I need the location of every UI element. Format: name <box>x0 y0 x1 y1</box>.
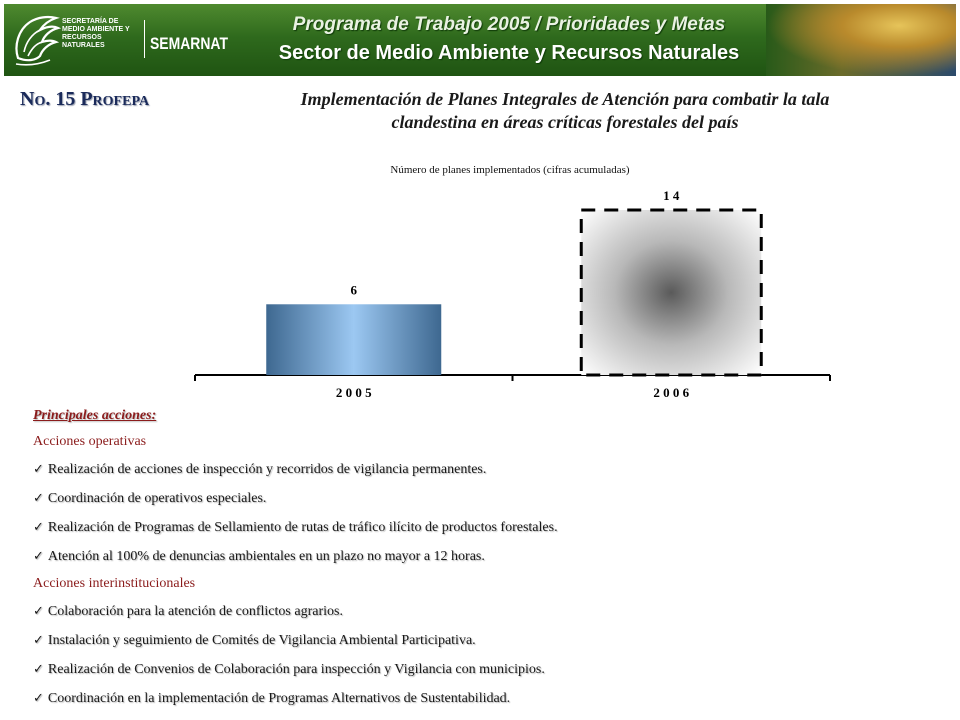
checkmark-icon: ✓ <box>33 690 44 705</box>
action-item <box>33 490 933 512</box>
action-item <box>33 603 933 625</box>
action-text: Coordinación en la implementación de Programas Alternativos de Sustentabilidad. <box>47 691 511 706</box>
checkmark-icon: ✓ <box>33 632 44 647</box>
chart-title: Número de planes implementados (cifras acumuladas) <box>390 164 630 176</box>
bar-chart <box>190 180 840 405</box>
x-tick-label-0: 2 0 0 5 <box>335 385 372 400</box>
action-text: Instalación y seguimiento de Comités de Vigilancia Ambiental Participativa. <box>47 633 476 648</box>
target-bar-fill <box>581 210 761 375</box>
group-heading-operativas: Acciones operativas <box>33 434 147 449</box>
action-text: Realización de Convenios de Colaboración para inspección y Vigilancia con municipios. <box>47 662 545 677</box>
data-label-0: 6 <box>350 282 357 298</box>
eagle-emblem-icon <box>10 8 62 70</box>
action-text: Realización de Programas de Sellamiento de rutas de tráfico ilícito de productos forestales. <box>47 520 558 535</box>
action-item <box>33 461 933 483</box>
x-tick-label-1: 2 0 0 6 <box>653 385 690 400</box>
indicator-number: No. 15 Profepa <box>20 88 150 110</box>
action-text: Colaboración para la atención de conflictos agrarios. <box>47 604 343 619</box>
checkmark-icon: ✓ <box>33 490 44 505</box>
checkmark-icon: ✓ <box>33 661 44 676</box>
action-text: Realización de acciones de inspección y recorridos de vigilancia permanentes. <box>47 462 487 477</box>
action-text: Coordinación de operativos especiales. <box>47 491 267 506</box>
actions-heading: Principales acciones: <box>33 408 157 423</box>
checkmark-icon: ✓ <box>33 603 44 618</box>
action-item <box>33 548 933 570</box>
action-item <box>33 661 933 683</box>
data-label-1: 1 4 <box>663 188 680 203</box>
action-item <box>33 519 933 541</box>
action-text: Atención al 100% de denuncias ambientales en un plazo no mayor a 12 horas. <box>47 549 485 564</box>
logo-secretaria-text: SECRETARÍA DE MEDIO AMBIENTE Y RECURSOS NATURALES <box>62 18 130 49</box>
banner-subtitle: Sector de Medio Ambiente y Recursos Naturales <box>278 42 740 64</box>
semarnat-logo <box>10 8 228 70</box>
logo-divider <box>144 20 145 58</box>
checkmark-icon: ✓ <box>33 548 44 563</box>
action-item <box>33 632 933 654</box>
action-item <box>33 690 933 712</box>
checkmark-icon: ✓ <box>33 461 44 476</box>
header-banner <box>4 4 956 76</box>
indicator-title-line1: Implementación de Planes Integrales de Atención para combatir la tala <box>300 89 830 109</box>
actions-section <box>33 408 933 712</box>
banner-title: Programa de Trabajo 2005 / Prioridades y Metas <box>292 14 726 35</box>
group-heading-interinstitucionales: Acciones interinstitucionales <box>33 576 196 591</box>
indicator-title-line2: clandestina en áreas críticas forestales del país <box>391 112 739 132</box>
landscape-photo <box>766 4 956 76</box>
logo-semarnat-text: SEMARNAT <box>150 34 228 53</box>
indicator-title <box>230 88 900 134</box>
checkmark-icon: ✓ <box>33 519 44 534</box>
bar-0 <box>266 304 441 375</box>
